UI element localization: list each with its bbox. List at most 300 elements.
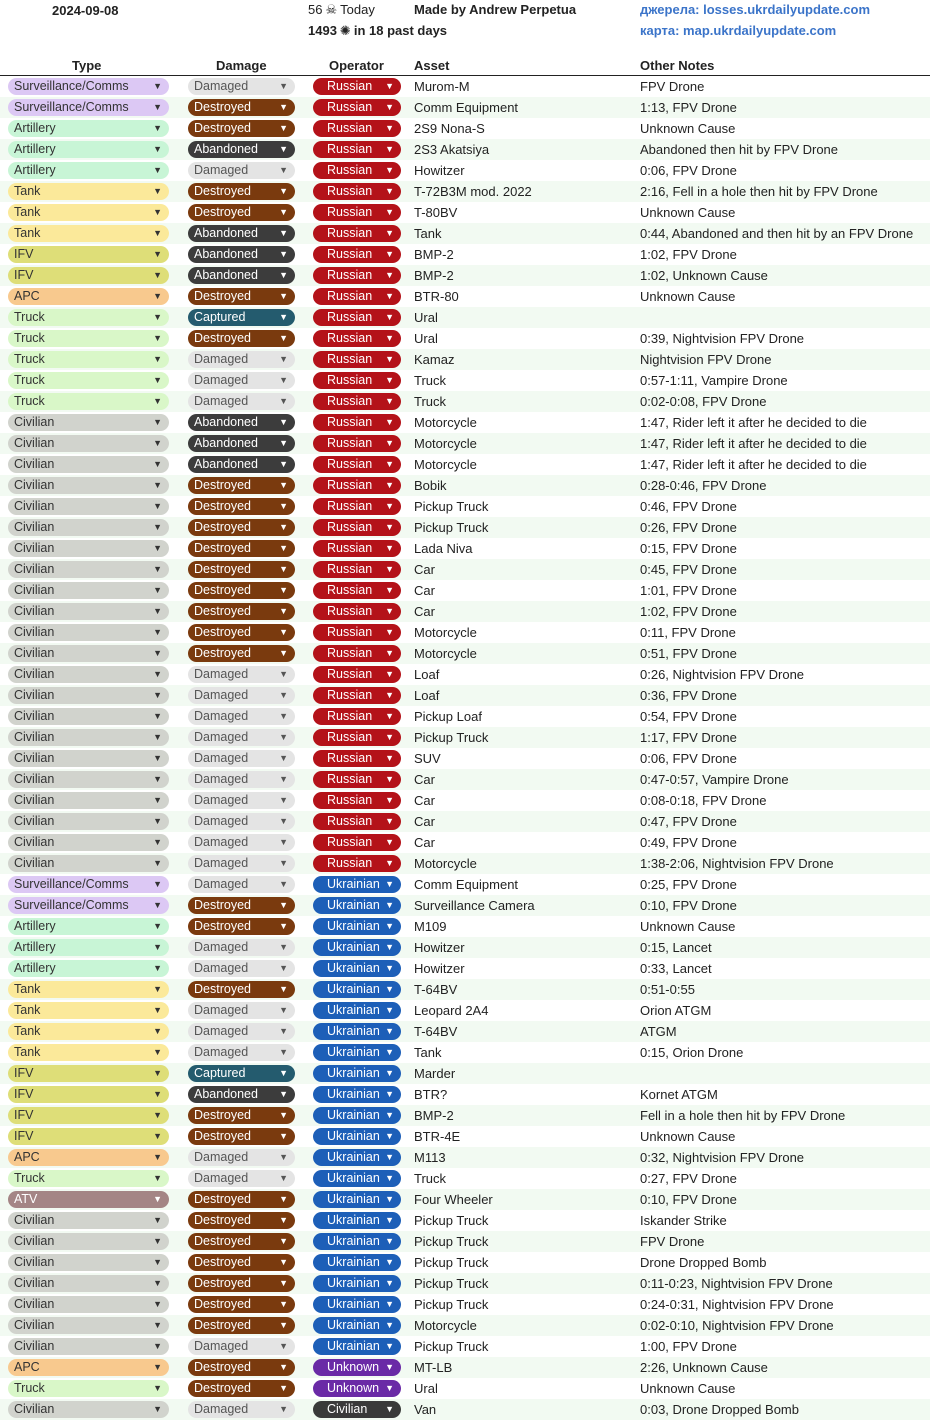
operator-value: Russian [327, 226, 373, 240]
operator-value: Ukrainian [327, 940, 380, 954]
operator-dropdown[interactable] [313, 855, 401, 872]
type-dropdown[interactable] [8, 330, 169, 347]
damage-dropdown[interactable] [188, 624, 295, 641]
operator-dropdown[interactable] [313, 1191, 401, 1208]
operator-dropdown[interactable] [313, 78, 401, 95]
damage-dropdown[interactable] [188, 330, 295, 347]
chevron-down-icon: ▼ [279, 1383, 288, 1393]
operator-dropdown[interactable] [313, 708, 401, 725]
damage-dropdown[interactable] [188, 99, 295, 116]
damage-dropdown[interactable] [188, 939, 295, 956]
asset-cell: Lada Niva [414, 541, 473, 556]
operator-dropdown[interactable] [313, 435, 401, 452]
operator-dropdown[interactable] [313, 204, 401, 221]
operator-dropdown[interactable] [313, 162, 401, 179]
type-value: Civilian [14, 499, 55, 513]
damage-dropdown[interactable] [188, 1128, 295, 1145]
chevron-down-icon: ▼ [153, 1005, 162, 1015]
damage-dropdown[interactable] [188, 729, 295, 746]
damage-dropdown[interactable] [188, 918, 295, 935]
operator-dropdown[interactable] [313, 792, 401, 809]
asset-cell: M109 [414, 919, 447, 934]
operator-dropdown[interactable] [313, 120, 401, 137]
type-value: Civilian [14, 646, 55, 660]
damage-dropdown[interactable] [188, 1317, 295, 1334]
type-dropdown[interactable] [8, 183, 169, 200]
operator-dropdown[interactable] [313, 1212, 401, 1229]
type-dropdown[interactable] [8, 120, 169, 137]
table-row [0, 1378, 930, 1399]
type-value: Civilian [14, 478, 55, 492]
operator-value: Ukrainian [327, 982, 380, 996]
type-dropdown[interactable] [8, 1002, 169, 1019]
type-dropdown[interactable] [8, 1191, 169, 1208]
chevron-down-icon: ▼ [279, 291, 288, 301]
operator-dropdown[interactable] [313, 918, 401, 935]
damage-dropdown[interactable] [188, 666, 295, 683]
operator-dropdown[interactable] [313, 897, 401, 914]
operator-dropdown[interactable] [313, 1275, 401, 1292]
damage-dropdown[interactable] [188, 771, 295, 788]
type-dropdown[interactable] [8, 456, 169, 473]
operator-dropdown[interactable] [313, 834, 401, 851]
column-header-type: Type [72, 58, 102, 73]
damage-dropdown[interactable] [188, 1275, 295, 1292]
chevron-down-icon: ▼ [385, 1089, 394, 1099]
chevron-down-icon: ▼ [153, 1089, 162, 1099]
operator-dropdown[interactable] [313, 750, 401, 767]
damage-dropdown[interactable] [188, 519, 295, 536]
type-dropdown[interactable] [8, 1317, 169, 1334]
damage-dropdown[interactable] [188, 78, 295, 95]
type-dropdown[interactable] [8, 792, 169, 809]
damage-dropdown[interactable] [188, 183, 295, 200]
operator-dropdown[interactable] [313, 540, 401, 557]
operator-dropdown[interactable] [313, 729, 401, 746]
type-dropdown[interactable] [8, 1023, 169, 1040]
operator-dropdown[interactable] [313, 183, 401, 200]
type-dropdown[interactable] [8, 1212, 169, 1229]
type-dropdown[interactable] [8, 267, 169, 284]
table-row [0, 391, 930, 412]
type-dropdown[interactable] [8, 1296, 169, 1313]
notes-cell: 0:06, FPV Drone [640, 163, 737, 178]
operator-dropdown[interactable] [313, 519, 401, 536]
type-value: Civilian [14, 436, 55, 450]
type-dropdown[interactable] [8, 582, 169, 599]
chevron-down-icon: ▼ [385, 417, 394, 427]
type-dropdown[interactable] [8, 1380, 169, 1397]
operator-dropdown[interactable] [313, 1233, 401, 1250]
type-dropdown[interactable] [8, 1359, 169, 1376]
damage-value: Abandoned [194, 436, 258, 450]
damage-dropdown[interactable] [188, 540, 295, 557]
damage-dropdown[interactable] [188, 414, 295, 431]
type-dropdown[interactable] [8, 834, 169, 851]
damage-dropdown[interactable] [188, 1233, 295, 1250]
damage-value: Captured [194, 310, 246, 324]
table-row [0, 118, 930, 139]
damage-value: Destroyed [194, 1360, 251, 1374]
damage-dropdown[interactable] [188, 1023, 295, 1040]
type-value: Tank [14, 226, 41, 240]
type-dropdown[interactable] [8, 813, 169, 830]
type-dropdown[interactable] [8, 561, 169, 578]
chevron-down-icon: ▼ [385, 690, 394, 700]
type-dropdown[interactable] [8, 225, 169, 242]
asset-cell: Motorcycle [414, 646, 477, 661]
type-dropdown[interactable] [8, 1275, 169, 1292]
operator-dropdown[interactable] [313, 1338, 401, 1355]
chevron-down-icon: ▼ [279, 459, 288, 469]
type-dropdown[interactable] [8, 1401, 169, 1418]
damage-dropdown[interactable] [188, 435, 295, 452]
operator-dropdown[interactable] [313, 1317, 401, 1334]
operator-dropdown[interactable] [313, 1086, 401, 1103]
chevron-down-icon: ▼ [279, 312, 288, 322]
damage-dropdown[interactable] [188, 855, 295, 872]
operator-dropdown[interactable] [313, 1065, 401, 1082]
damage-dropdown[interactable] [188, 876, 295, 893]
type-dropdown[interactable] [8, 1044, 169, 1061]
operator-dropdown[interactable] [313, 624, 401, 641]
operator-dropdown[interactable] [313, 876, 401, 893]
notes-cell: 0:11, FPV Drone [640, 625, 736, 640]
operator-value: Russian [327, 184, 373, 198]
damage-value: Damaged [194, 1339, 249, 1353]
operator-dropdown[interactable] [313, 414, 401, 431]
type-dropdown[interactable] [8, 477, 169, 494]
operator-dropdown[interactable] [313, 1254, 401, 1271]
chevron-down-icon: ▼ [279, 270, 288, 280]
damage-value: Damaged [194, 835, 249, 849]
operator-dropdown[interactable] [313, 1128, 401, 1145]
chevron-down-icon: ▼ [385, 795, 394, 805]
type-dropdown[interactable] [8, 897, 169, 914]
type-dropdown[interactable] [8, 246, 169, 263]
operator-value: Ukrainian [327, 1045, 380, 1059]
damage-dropdown[interactable] [188, 267, 295, 284]
operator-dropdown[interactable] [313, 1296, 401, 1313]
chevron-down-icon: ▼ [279, 1005, 288, 1015]
asset-cell: SUV [414, 751, 441, 766]
operator-value: Russian [327, 121, 373, 135]
chevron-down-icon: ▼ [385, 1215, 394, 1225]
operator-dropdown[interactable] [313, 99, 401, 116]
type-value: IFV [14, 1108, 34, 1122]
chevron-down-icon: ▼ [385, 459, 394, 469]
type-dropdown[interactable] [8, 519, 169, 536]
table-row [0, 538, 930, 559]
operator-dropdown[interactable] [313, 771, 401, 788]
type-dropdown[interactable] [8, 498, 169, 515]
chevron-down-icon: ▼ [153, 165, 162, 175]
chevron-down-icon: ▼ [385, 858, 394, 868]
damage-dropdown[interactable] [188, 561, 295, 578]
chevron-down-icon: ▼ [279, 837, 288, 847]
damage-dropdown[interactable] [188, 1065, 295, 1082]
type-dropdown[interactable] [8, 372, 169, 389]
notes-cell: Drone Dropped Bomb [640, 1255, 767, 1270]
operator-dropdown[interactable] [313, 981, 401, 998]
type-value: Artillery [14, 940, 56, 954]
damage-dropdown[interactable] [188, 813, 295, 830]
type-dropdown[interactable] [8, 1107, 169, 1124]
operator-dropdown[interactable] [313, 1044, 401, 1061]
type-dropdown[interactable] [8, 939, 169, 956]
damage-dropdown[interactable] [188, 393, 295, 410]
table-row [0, 244, 930, 265]
type-dropdown[interactable] [8, 78, 169, 95]
operator-dropdown[interactable] [313, 1023, 401, 1040]
operator-dropdown[interactable] [313, 330, 401, 347]
chevron-down-icon: ▼ [279, 921, 288, 931]
table-row [0, 76, 930, 97]
operator-dropdown[interactable] [313, 477, 401, 494]
damage-dropdown[interactable] [188, 750, 295, 767]
type-value: Surveillance/Comms [14, 877, 129, 891]
operator-dropdown[interactable] [313, 666, 401, 683]
chevron-down-icon: ▼ [153, 984, 162, 994]
table-row [0, 1189, 930, 1210]
column-header-operator: Operator [329, 58, 384, 73]
operator-dropdown[interactable] [313, 561, 401, 578]
type-dropdown[interactable] [8, 603, 169, 620]
operator-dropdown[interactable] [313, 267, 401, 284]
chevron-down-icon: ▼ [279, 1278, 288, 1288]
operator-value: Civilian [327, 1402, 368, 1416]
chevron-down-icon: ▼ [279, 1362, 288, 1372]
type-dropdown[interactable] [8, 981, 169, 998]
operator-value: Russian [327, 835, 373, 849]
operator-dropdown[interactable] [313, 687, 401, 704]
type-dropdown[interactable] [8, 876, 169, 893]
damage-dropdown[interactable] [188, 456, 295, 473]
type-dropdown[interactable] [8, 855, 169, 872]
operator-dropdown[interactable] [313, 1170, 401, 1187]
type-dropdown[interactable] [8, 309, 169, 326]
operator-dropdown[interactable] [313, 1149, 401, 1166]
damage-dropdown[interactable] [188, 1170, 295, 1187]
chevron-down-icon: ▼ [385, 81, 394, 91]
type-dropdown[interactable] [8, 1128, 169, 1145]
damage-dropdown[interactable] [188, 351, 295, 368]
operator-dropdown[interactable] [313, 498, 401, 515]
damage-dropdown[interactable] [188, 897, 295, 914]
operator-dropdown[interactable] [313, 225, 401, 242]
damage-value: Abandoned [194, 415, 258, 429]
chevron-down-icon: ▼ [385, 438, 394, 448]
damage-dropdown[interactable] [188, 1338, 295, 1355]
damage-dropdown[interactable] [188, 1254, 295, 1271]
type-value: Civilian [14, 583, 55, 597]
operator-value: Ukrainian [327, 1150, 380, 1164]
damage-dropdown[interactable] [188, 372, 295, 389]
operator-value: Russian [327, 331, 373, 345]
damage-dropdown[interactable] [188, 1002, 295, 1019]
damage-value: Destroyed [194, 1381, 251, 1395]
operator-value: Russian [327, 583, 373, 597]
operator-dropdown[interactable] [313, 309, 401, 326]
damage-dropdown[interactable] [188, 1359, 295, 1376]
type-dropdown[interactable] [8, 918, 169, 935]
chevron-down-icon: ▼ [385, 522, 394, 532]
chevron-down-icon: ▼ [385, 732, 394, 742]
asset-cell: Pickup Truck [414, 1339, 489, 1354]
damage-dropdown[interactable] [188, 1107, 295, 1124]
operator-dropdown[interactable] [313, 1380, 401, 1397]
damage-dropdown[interactable] [188, 687, 295, 704]
notes-cell: 1:02, FPV Drone [640, 604, 737, 619]
losses-table [0, 76, 930, 1420]
damage-dropdown[interactable] [188, 1401, 295, 1418]
chevron-down-icon: ▼ [385, 816, 394, 826]
damage-dropdown[interactable] [188, 981, 295, 998]
table-row [0, 370, 930, 391]
damage-dropdown[interactable] [188, 309, 295, 326]
sources-link[interactable]: джерела: losses.ukrdailyupdate.com [640, 2, 871, 17]
damage-value: Damaged [194, 373, 249, 387]
damage-dropdown[interactable] [188, 141, 295, 158]
damage-value: Damaged [194, 940, 249, 954]
operator-dropdown[interactable] [313, 582, 401, 599]
operator-dropdown[interactable] [313, 960, 401, 977]
operator-dropdown[interactable] [313, 1002, 401, 1019]
type-dropdown[interactable] [8, 960, 169, 977]
type-dropdown[interactable] [8, 1149, 169, 1166]
type-dropdown[interactable] [8, 288, 169, 305]
type-dropdown[interactable] [8, 1338, 169, 1355]
damage-dropdown[interactable] [188, 225, 295, 242]
damage-dropdown[interactable] [188, 498, 295, 515]
damage-dropdown[interactable] [188, 246, 295, 263]
type-dropdown[interactable] [8, 1170, 169, 1187]
damage-dropdown[interactable] [188, 204, 295, 221]
operator-dropdown[interactable] [313, 813, 401, 830]
damage-dropdown[interactable] [188, 288, 295, 305]
notes-cell: 1:02, Unknown Cause [640, 268, 768, 283]
damage-dropdown[interactable] [188, 1191, 295, 1208]
type-dropdown[interactable] [8, 645, 169, 662]
notes-cell: Unknown Cause [640, 1129, 736, 1144]
damage-dropdown[interactable] [188, 1212, 295, 1229]
type-dropdown[interactable] [8, 687, 169, 704]
type-dropdown[interactable] [8, 393, 169, 410]
type-dropdown[interactable] [8, 708, 169, 725]
type-dropdown[interactable] [8, 141, 169, 158]
type-dropdown[interactable] [8, 99, 169, 116]
type-value: Civilian [14, 1297, 55, 1311]
chevron-down-icon: ▼ [153, 900, 162, 910]
type-dropdown[interactable] [8, 771, 169, 788]
chevron-down-icon: ▼ [279, 564, 288, 574]
chevron-down-icon: ▼ [279, 1152, 288, 1162]
damage-dropdown[interactable] [188, 645, 295, 662]
asset-cell: Pickup Loaf [414, 709, 482, 724]
asset-cell: Murom-M [414, 79, 470, 94]
table-row [0, 811, 930, 832]
operator-value: Ukrainian [327, 898, 380, 912]
damage-dropdown[interactable] [188, 960, 295, 977]
table-row [0, 895, 930, 916]
operator-dropdown[interactable] [313, 645, 401, 662]
type-dropdown[interactable] [8, 1254, 169, 1271]
damage-value: Damaged [194, 1402, 249, 1416]
operator-value: Russian [327, 625, 373, 639]
damage-dropdown[interactable] [188, 1149, 295, 1166]
notes-cell: Kornet ATGM [640, 1087, 718, 1102]
damage-dropdown[interactable] [188, 834, 295, 851]
damage-dropdown[interactable] [188, 1380, 295, 1397]
damage-dropdown[interactable] [188, 603, 295, 620]
type-dropdown[interactable] [8, 204, 169, 221]
asset-cell: Car [414, 562, 435, 577]
operator-dropdown[interactable] [313, 603, 401, 620]
asset-cell: Truck [414, 394, 447, 409]
type-dropdown[interactable] [8, 729, 169, 746]
type-dropdown[interactable] [8, 1086, 169, 1103]
operator-value: Russian [327, 310, 373, 324]
type-value: Tank [14, 982, 41, 996]
damage-dropdown[interactable] [188, 162, 295, 179]
notes-cell: Unknown Cause [640, 919, 736, 934]
operator-dropdown[interactable] [313, 939, 401, 956]
type-value: APC [14, 1360, 40, 1374]
operator-dropdown[interactable] [313, 351, 401, 368]
damage-value: Damaged [194, 1045, 249, 1059]
asset-cell: Howitzer [414, 163, 465, 178]
type-dropdown[interactable] [8, 351, 169, 368]
damage-dropdown[interactable] [188, 477, 295, 494]
type-dropdown[interactable] [8, 1233, 169, 1250]
damage-dropdown[interactable] [188, 582, 295, 599]
type-dropdown[interactable] [8, 666, 169, 683]
notes-cell: 0:51, FPV Drone [640, 646, 737, 661]
operator-dropdown[interactable] [313, 246, 401, 263]
type-dropdown[interactable] [8, 750, 169, 767]
damage-dropdown[interactable] [188, 120, 295, 137]
asset-cell: Pickup Truck [414, 730, 489, 745]
operator-dropdown[interactable] [313, 141, 401, 158]
operator-dropdown[interactable] [313, 1359, 401, 1376]
operator-dropdown[interactable] [313, 288, 401, 305]
operator-dropdown[interactable] [313, 372, 401, 389]
damage-dropdown[interactable] [188, 792, 295, 809]
damage-dropdown[interactable] [188, 1296, 295, 1313]
chevron-down-icon: ▼ [385, 480, 394, 490]
operator-value: Ukrainian [327, 1024, 380, 1038]
operator-dropdown[interactable] [313, 1107, 401, 1124]
type-value: Truck [14, 331, 45, 345]
type-dropdown[interactable] [8, 162, 169, 179]
type-dropdown[interactable] [8, 540, 169, 557]
asset-cell: Car [414, 835, 435, 850]
notes-cell: Nightvision FPV Drone [640, 352, 772, 367]
damage-dropdown[interactable] [188, 1044, 295, 1061]
operator-dropdown[interactable] [313, 1401, 401, 1418]
map-link[interactable]: карта: map.ukrdailyupdate.com [640, 23, 837, 38]
type-dropdown[interactable] [8, 1065, 169, 1082]
chevron-down-icon: ▼ [153, 81, 162, 91]
operator-dropdown[interactable] [313, 393, 401, 410]
damage-dropdown[interactable] [188, 1086, 295, 1103]
chevron-down-icon: ▼ [279, 711, 288, 721]
type-dropdown[interactable] [8, 435, 169, 452]
damage-dropdown[interactable] [188, 708, 295, 725]
type-dropdown[interactable] [8, 414, 169, 431]
operator-dropdown[interactable] [313, 456, 401, 473]
type-dropdown[interactable] [8, 624, 169, 641]
